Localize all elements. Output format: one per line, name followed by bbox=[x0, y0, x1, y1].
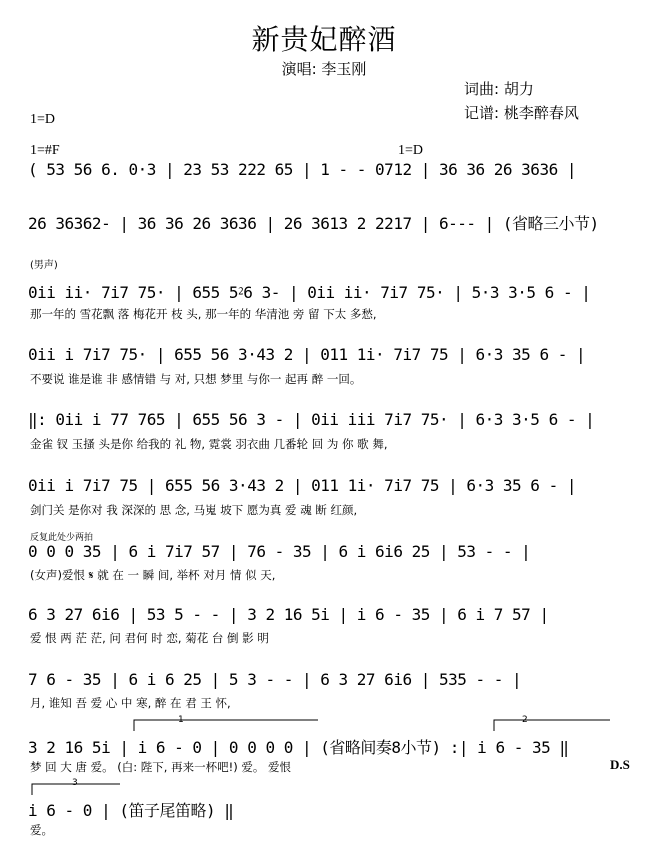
notes-row-10: 3 2 16 5i | i 6 - 0 | 0 0 0 0 | (省略间奏8小节) :| i 6 - 35 ‖ bbox=[28, 738, 569, 757]
key-signature-1: 1=D bbox=[30, 112, 56, 127]
notes-row-7: 0 0 0 35 | 6 i 7i7 57 | 76 - 35 | 6 i 6i6 25 | 53 - - | bbox=[28, 542, 531, 561]
male-voice-label: (男声) bbox=[30, 260, 58, 271]
notes-row-6: 0ii i 7i7 75 | 655 56 3·43 2 | 011 1i· 7i7 75 | 6·3 35 6 - | bbox=[28, 476, 576, 495]
lyrics-row-6: 剑门关 是你对 我 深深的 思 念, 马嵬 坡下 愿为真 爱 魂 断 红颜, bbox=[30, 503, 358, 517]
lyrics-row-3: 那一年的 雪花飘 落 梅花开 枝 头, 那一年的 华清池 旁 留 下太 多愁, bbox=[30, 307, 377, 321]
notes-row-9: 7 6 - 35 | 6 i 6 25 | 5 3 - - | 6 3 27 6i6 | 535 - - | bbox=[28, 670, 522, 689]
lyrics-row-10: 梦 回 大 唐 爱。 (白: 陛下, 再来一杯吧!) 爱。 爱恨 bbox=[30, 760, 292, 774]
lyrics-row-8: 爱 恨 两 茫 茫, 问 君何 时 恋, 菊花 台 倒 影 明 bbox=[30, 631, 269, 645]
ds-mark: D.S bbox=[610, 757, 630, 772]
notes-row-11: i 6 - 0 | (笛子尾笛略) ‖ bbox=[28, 801, 234, 820]
notation-credit: 记谱: 桃李醉春风 bbox=[464, 104, 579, 122]
singer-line: 演唱: 李玉刚 bbox=[281, 60, 367, 78]
lyrics-row-7: (女声)爱恨 𝄋 就 在 一 瞬 间, 举杯 对月 情 似 天, bbox=[30, 568, 276, 582]
notes-row-1: ( 53 56 6. 0·3 | 23 53 222 65 | 1 - - 0712 | 36 36 26 3636 | bbox=[28, 160, 576, 179]
volta-1: 1 bbox=[178, 715, 184, 725]
volta-3: 3 bbox=[72, 778, 78, 788]
notes-row-3: 0ii ii· 7i7 75· | 655 5⁲6 3- | 0ii ii· 7i7 75· | 5·3 3·5 6 - | bbox=[28, 283, 591, 302]
volta-2: 2 bbox=[522, 715, 528, 725]
notes-row-8: 6 3 27 6i6 | 53 5 - - | 3 2 16 5i | i 6 - 35 | 6 i 7 57 | bbox=[28, 605, 549, 624]
notes-row-5: ‖: 0ii i 77 765 | 655 56 3 - | 0ii iii 7i7 75· | 6·3 3·5 6 - | bbox=[28, 410, 595, 429]
lyrics-music-credit: 词曲: 胡力 bbox=[464, 80, 534, 98]
key-signature-2: 1=#F bbox=[30, 143, 60, 158]
notes-row-4: 0ii i 7i7 75· | 655 56 3·43 2 | 011 1i· 7i7 75 | 6·3 35 6 - | bbox=[28, 345, 586, 364]
key-signature-3: 1=D bbox=[398, 143, 424, 158]
lyrics-row-5: 金雀 钗 玉搔 头是你 给我的 礼 物, 霓裳 羽衣曲 几番轮 回 为 你 歌 舞, bbox=[30, 437, 388, 451]
lyrics-row-11: 爱。 bbox=[30, 823, 53, 837]
lyrics-row-4: 不要说 谁是谁 非 感情错 与 对, 只想 梦里 与你一 起再 醉 一回。 bbox=[30, 372, 362, 386]
lyrics-row-9: 月, 谁知 吾 爱 心 中 寒, 醉 在 君 王 怀, bbox=[30, 696, 231, 710]
repeat-note: 反复此处少两拍 bbox=[30, 533, 94, 543]
notes-row-2: 26 36362- | 36 36 26 3636 | 26 3613 2 2217 | 6--- | (省略三小节) bbox=[28, 214, 599, 233]
song-title: 新贵妃醉酒 bbox=[251, 23, 397, 56]
